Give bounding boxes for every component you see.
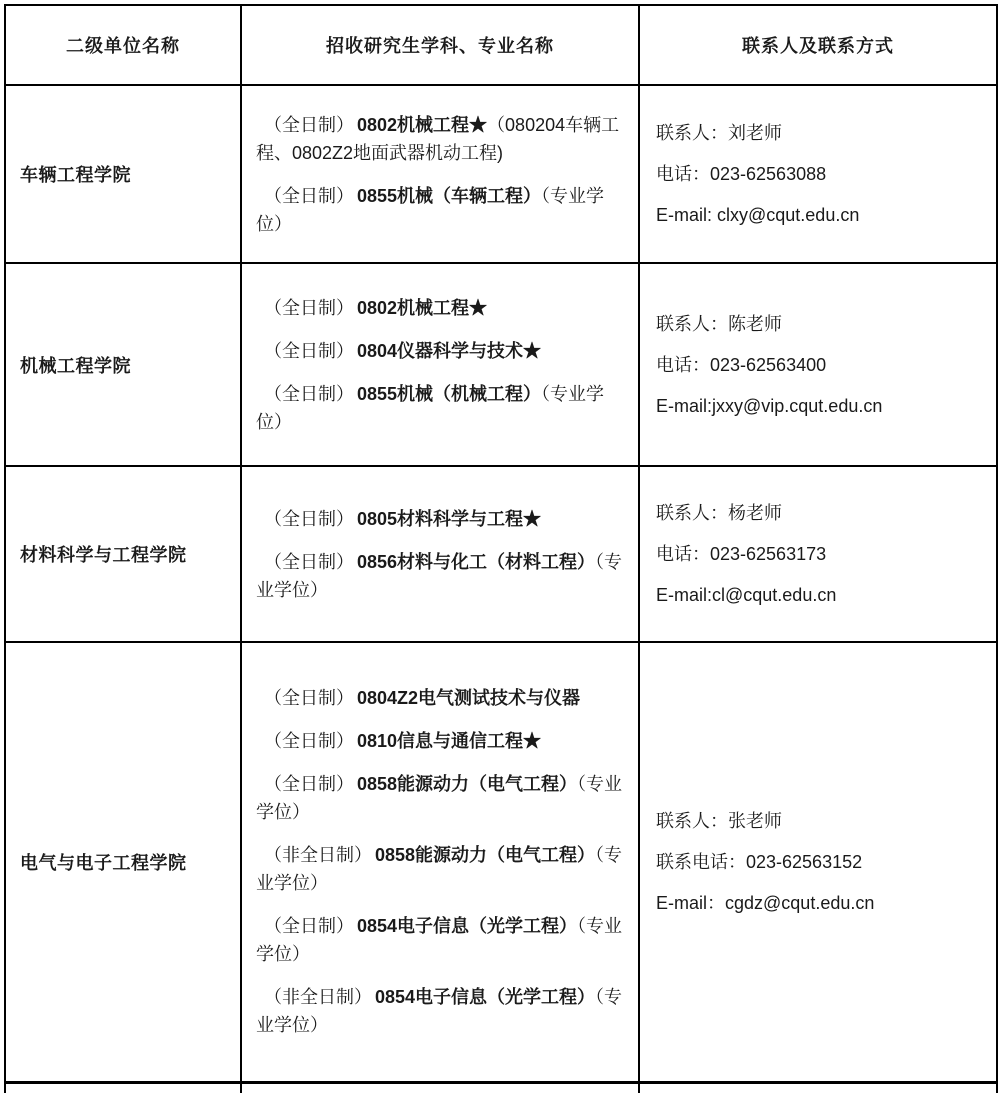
program-line bbox=[256, 912, 626, 968]
contact-line: 联系人：陈老师 bbox=[656, 313, 782, 334]
program-mode: （非全日制） bbox=[264, 987, 372, 1008]
program-mode: （全日制） bbox=[264, 340, 354, 361]
program-line bbox=[256, 770, 626, 826]
contact-line: 联系人：杨老师 bbox=[656, 503, 782, 523]
program-name: 0856材料与化工（材料工程） bbox=[357, 551, 596, 572]
program-mode: （全日制） bbox=[264, 185, 354, 206]
program-mode: （全日制） bbox=[264, 688, 354, 709]
header-cell-contact: 联系人及联系方式 bbox=[639, 5, 997, 85]
contacts-cell bbox=[639, 642, 997, 1082]
program-line bbox=[256, 337, 626, 365]
program-note: （080204车辆工程、0802Z2地面武器机动工程) bbox=[256, 114, 620, 163]
contacts-cell bbox=[639, 1082, 997, 1093]
header-cell-programs: 招收研究生学科、专业名称 bbox=[241, 5, 639, 85]
program-name: 0858能源动力（电气工程） bbox=[357, 774, 578, 795]
contact-line: 联系人：刘老师 bbox=[656, 123, 782, 143]
program-note: （专业学位） bbox=[256, 774, 623, 823]
programs-cell bbox=[241, 466, 639, 642]
program-mode: （全日制） bbox=[264, 383, 354, 404]
program-note: （专业学位） bbox=[256, 383, 605, 432]
unit-cell bbox=[5, 1082, 241, 1093]
program-name: 0804Z2电气测试技术与仪器 bbox=[357, 688, 581, 709]
program-mode: （全日制） bbox=[264, 114, 354, 135]
table-row bbox=[5, 85, 997, 263]
programs-cell bbox=[241, 85, 639, 263]
program-line bbox=[256, 548, 626, 604]
program-line bbox=[256, 841, 626, 897]
program-name: 0810信息与通信工程★ bbox=[357, 731, 542, 752]
program-line bbox=[256, 505, 626, 533]
program-mode: （全日制） bbox=[264, 297, 354, 318]
table-row bbox=[5, 642, 997, 1082]
contact-line: 联系电话：023-62563152 bbox=[656, 851, 863, 872]
contacts-cell bbox=[639, 85, 997, 263]
unit-cell: 机械工程学院 bbox=[5, 263, 241, 466]
contact-line: 电话：023-62563400 bbox=[656, 354, 827, 375]
program-mode: （全日制） bbox=[264, 774, 354, 795]
program-name: 0805材料科学与工程★ bbox=[357, 508, 542, 529]
unit-cell: 材料科学与工程学院 bbox=[5, 466, 241, 642]
program-line bbox=[256, 983, 626, 1039]
unit-cell: 电气与电子工程学院 bbox=[5, 642, 241, 1082]
contacts-cell bbox=[639, 263, 997, 466]
table-row bbox=[5, 263, 997, 466]
program-note: （专业学位） bbox=[256, 987, 623, 1036]
contact-line: E-mail:jxxy@vip.cqut.edu.cn bbox=[656, 395, 883, 416]
header-cell-unit: 二级单位名称 bbox=[5, 5, 241, 85]
header-row bbox=[5, 5, 997, 85]
contact-line: 联系人：张老师 bbox=[656, 810, 782, 831]
program-mode: （全日制） bbox=[264, 916, 354, 937]
program-name: 0858能源动力（电气工程） bbox=[375, 845, 596, 866]
program-note: （专业学位） bbox=[256, 185, 605, 234]
program-note: （专业学位） bbox=[256, 845, 623, 894]
program-name: 0854电子信息（光学工程） bbox=[357, 916, 578, 937]
program-line bbox=[256, 182, 626, 238]
program-mode: （全日制） bbox=[264, 508, 354, 529]
contact-line: E-mail：cgdz@cqut.edu.cn bbox=[656, 892, 875, 913]
programs-cell bbox=[241, 263, 639, 466]
table-row bbox=[5, 466, 997, 642]
partial-next-row bbox=[5, 1082, 997, 1093]
unit-cell: 车辆工程学院 bbox=[5, 85, 241, 263]
contact-line: 电话：023-62563088 bbox=[656, 164, 827, 184]
program-mode: （全日制） bbox=[264, 551, 354, 572]
program-line bbox=[256, 380, 626, 436]
contacts-cell bbox=[639, 466, 997, 642]
contact-line: 电话：023-62563173 bbox=[656, 544, 827, 564]
program-name: 0854电子信息（光学工程） bbox=[375, 987, 596, 1008]
program-mode: （全日制） bbox=[264, 731, 354, 752]
programs-cell bbox=[241, 1082, 639, 1093]
program-name: 0802机械工程★ bbox=[357, 297, 488, 318]
program-line bbox=[256, 727, 626, 755]
program-note: （专业学位） bbox=[256, 551, 623, 600]
program-note: （专业学位） bbox=[256, 916, 623, 965]
admissions-table bbox=[4, 4, 998, 1093]
program-name: 0855机械（车辆工程） bbox=[357, 185, 542, 206]
program-name: 0802机械工程★ bbox=[357, 114, 488, 135]
program-line bbox=[256, 684, 626, 712]
program-line bbox=[256, 294, 626, 322]
programs-cell bbox=[241, 642, 639, 1082]
program-name: 0855机械（机械工程） bbox=[357, 383, 542, 404]
program-name: 0804仪器科学与技术★ bbox=[357, 340, 542, 361]
program-line bbox=[256, 111, 626, 167]
program-mode: （非全日制） bbox=[264, 845, 372, 866]
contact-line: E-mail:cl@cqut.edu.cn bbox=[656, 585, 837, 605]
contact-line: E-mail: clxy@cqut.edu.cn bbox=[656, 205, 860, 225]
